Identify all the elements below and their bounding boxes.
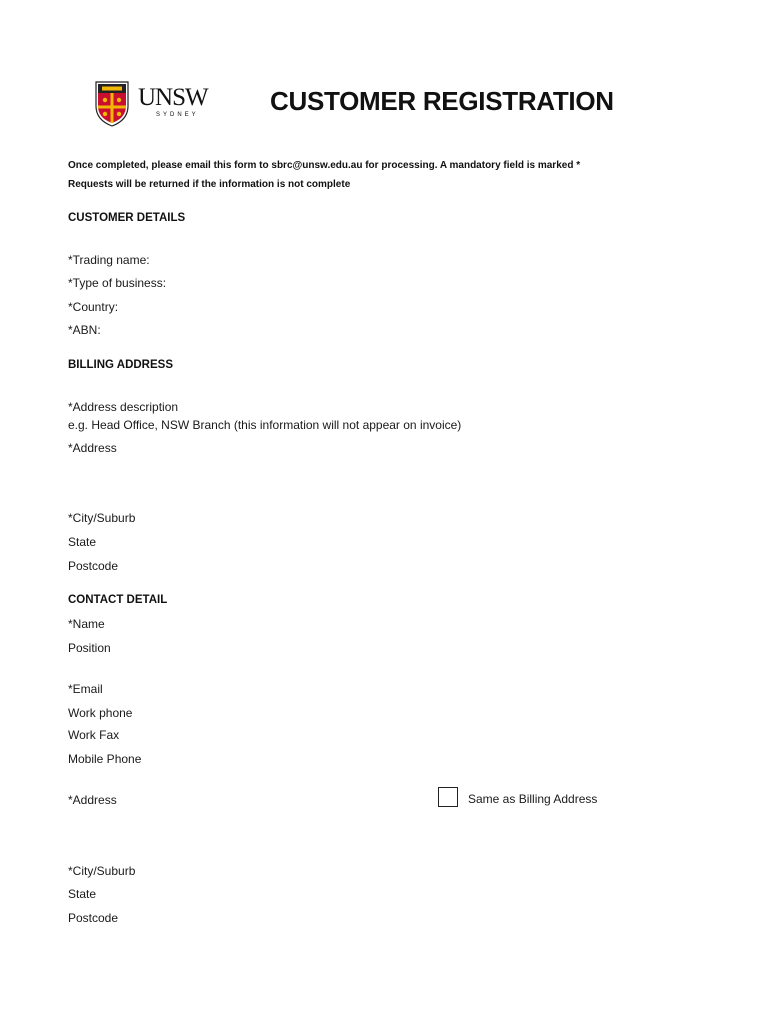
intro-instructions: Once completed, please email this form to sbrc@unsw.edu.au for processing. A mandatory field is marked * xyxy=(68,160,581,171)
intro-warning: Requests will be returned if the information is not complete xyxy=(68,179,351,190)
section-contact-detail: CONTACT DETAIL xyxy=(68,594,168,606)
address-description-label: *Address description xyxy=(68,400,179,414)
unsw-logo xyxy=(94,80,224,128)
address-description-hint: e.g. Head Office, NSW Branch (this information will not appear on invoice) xyxy=(68,418,462,432)
same-as-billing-label: Same as Billing Address xyxy=(468,792,598,806)
trading-name-label: *Trading name: xyxy=(68,253,150,267)
contact-state-label: State xyxy=(68,887,97,901)
section-customer-details: CUSTOMER DETAILS xyxy=(68,212,186,224)
billing-state-label: State xyxy=(68,535,97,549)
country-label: *Country: xyxy=(68,300,119,314)
contact-address-label: *Address xyxy=(68,793,117,807)
logo-wordmark: UNSW xyxy=(138,84,208,111)
billing-postcode-label: Postcode xyxy=(68,559,119,573)
billing-address-label: *Address xyxy=(68,441,117,455)
abn-label: *ABN: xyxy=(68,323,101,337)
same-as-billing-checkbox[interactable] xyxy=(438,787,458,807)
contact-email-label: *Email xyxy=(68,682,103,696)
contact-position-label: Position xyxy=(68,641,111,655)
work-fax-label: Work Fax xyxy=(68,728,120,742)
contact-city-suburb-label: *City/Suburb xyxy=(68,864,136,878)
billing-city-suburb-label: *City/Suburb xyxy=(68,511,136,525)
page-title: CUSTOMER REGISTRATION xyxy=(270,86,614,116)
contact-name-label: *Name xyxy=(68,617,105,631)
work-phone-label: Work phone xyxy=(68,706,133,720)
section-billing-address: BILLING ADDRESS xyxy=(68,359,173,371)
mobile-phone-label: Mobile Phone xyxy=(68,752,142,766)
type-of-business-label: *Type of business: xyxy=(68,276,167,290)
contact-postcode-label: Postcode xyxy=(68,911,119,925)
logo-subtext: SYDNEY xyxy=(156,112,199,118)
